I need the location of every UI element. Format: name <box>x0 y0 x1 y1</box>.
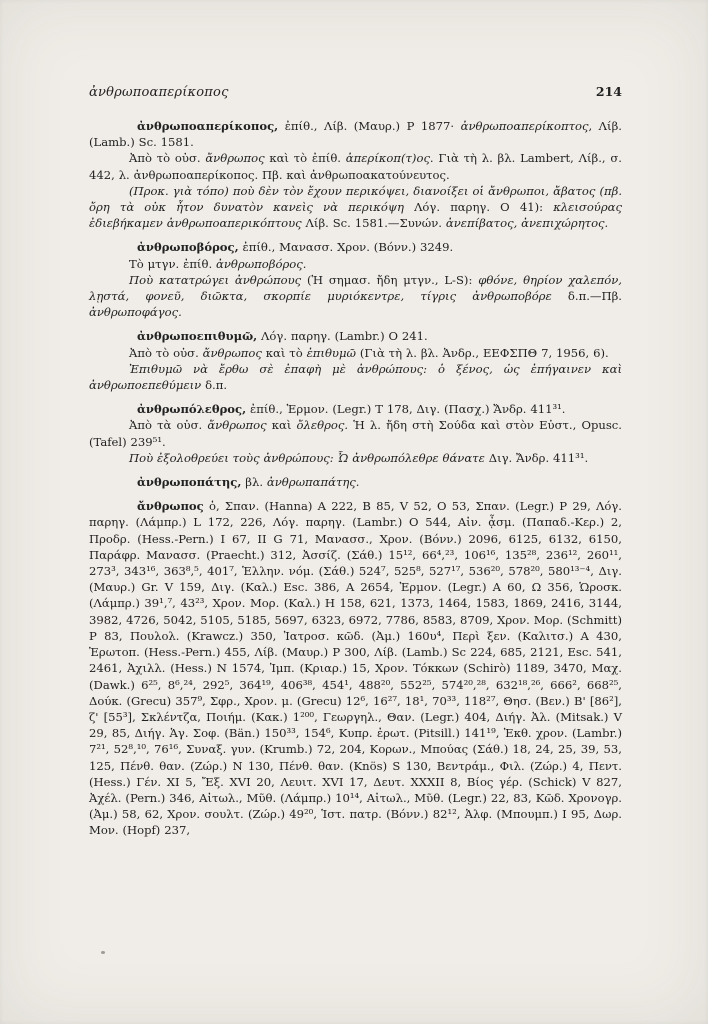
text-segment: ἄνθρωπος <box>205 151 265 166</box>
text-segment: ἄνθρωπος <box>202 345 262 360</box>
text-segment: Ποὺ ἐξολοθρεύει τοὺς ἀνθρώπους: Ὦ ἀνθρωπόλεθρε θάνατε <box>129 450 489 465</box>
text-segment: ἀπερίκοπ(τ)ος. <box>345 151 434 166</box>
text-segment: (Προκ. γιὰ τόπο) ποὺ δὲν τὸν ἔχουν περικόψει, διανοίξει οἱ ἄνθρωποι, ἄβατος (πβ. ὄρη τὰ οὐκ ἦτον δυνατὸν κανεὶς νὰ περικόψη <box>89 183 622 215</box>
text-segment: Ἀπὸ τὸ οὐσ. <box>129 345 203 360</box>
text-segment: δ.π. <box>205 378 228 393</box>
text-segment: ἀνεπίβατος, ἀνεπιχώρητος. <box>445 216 609 231</box>
text-segment: Λίβ. Sc. 1581.—Συνών. <box>305 216 446 231</box>
headword: ἀνθρωποαπερίκοπος, <box>137 119 279 133</box>
text-segment: (Ἡ σημασ. ἤδη μτγν., L-S): <box>306 272 479 287</box>
text-segment: Ποὺ κατατρώγει ἀνθρώπους <box>129 272 307 287</box>
headword: ἀνθρωποβόρος, <box>137 240 239 255</box>
entry-anthropovoros-head <box>89 239 622 255</box>
entry-anthropolethros-head <box>89 401 622 417</box>
entry-anthropoepithymo-definition <box>89 361 622 393</box>
headword: ἀνθρωποεπιθυμῶ, <box>137 329 258 344</box>
text-segment: ἀνθρωπαπάτης. <box>266 475 360 490</box>
headword: ἀνθρωποπάτης, <box>137 475 242 490</box>
text-segment: καὶ <box>266 418 297 433</box>
text-segment: κλεισούρας ἐδιεβήκαμεν ἀνθρωποαπερικόπτους <box>89 200 622 231</box>
text-segment: Λόγ. παρηγ. Ο 41): <box>414 200 554 215</box>
running-head-word: ἀνθρωποαπερίκοπος <box>89 85 229 100</box>
text-segment: καὶ τὸ ἐπίθ. <box>264 151 346 166</box>
text-segment: (Γιὰ τὴ λ. βλ. Ἀνδρ., ΕΕΦΣΠΘ 7, 1956, 6). <box>355 345 609 360</box>
page-number: 214 <box>595 84 622 99</box>
entry-anthropoepithymo-head <box>89 328 622 344</box>
text-segment: Τὸ μτγν. ἐπίθ. <box>129 256 217 271</box>
dictionary-text <box>89 118 622 839</box>
text-segment: Ἡ λ. ἤδη στὴ Σούδα καὶ στὸν Εὐστ., Opusc. (Tafel) 239⁵¹. <box>89 418 622 449</box>
text-segment: ἐπίθ., Λίβ. (Μαυρ.) P 1877· <box>278 119 461 133</box>
entry-anthropos-head <box>89 498 622 838</box>
text-segment: καὶ τὸ <box>261 345 307 360</box>
text-segment: Ἀπὸ τὰ οὐσ. <box>129 418 208 433</box>
text-segment: φθόνε, θηρίον χαλεπόν, λῃστά, φονεῦ, διῶκτα, σκορπίε μυριόκεντρε, τίγρις ἀνθρωποβόρε <box>89 272 622 304</box>
entry-anthropoaperikopos-head <box>89 118 622 150</box>
text-segment: Λόγ. παρηγ. (Lambr.) Ο 241. <box>257 329 428 344</box>
entry-anthropoepithymo-etym <box>89 345 622 361</box>
text-segment: Ἀπὸ τὸ οὐσ. <box>129 151 206 166</box>
entry-anthropovoros-etym <box>89 256 622 272</box>
text-segment: ὄλεθρος. <box>296 418 349 433</box>
text-segment: ἐπίθ., Ἑρμον. (Legr.) T 178, Διγ. (Πασχ.) Ἄνδρ. 411³¹. <box>246 402 566 417</box>
text-segment: , Λίβ. (Lamb.) Sc. 1581. <box>89 119 622 150</box>
entry-anthropolethros-etym <box>89 417 622 449</box>
text-segment: ἀνθρωποφάγος. <box>89 305 182 320</box>
text-segment: ἀνθρωποαπερίκοπτος <box>460 119 589 133</box>
text-segment: ὁ, Σπαν. (Hanna) A 222, B 85, V 52, O 53, Σπαν. (Legr.) P 29, Λόγ. παρηγ. (Λάμπρ.) L 172, 226, Λόγ. παρηγ. (Lambr.) Ο 544, Αἰν. ᾆσμ. (Παπαδ.-Κερ.) 2, Προδρ. (Hess.-Pern.) I 67, II G 71, Μανασσ., Χρον. (Βόνν.) 2096, 6125, 6132, 6150, Παράφρ. Μανασσ. (Praecht.) 312, Ἀσσίζ. (Σάθ.) 15¹², 66⁴,²³, 106¹⁶, 135²⁸, 236¹², 260¹¹, 273³, 343¹⁶, 363⁸,⁵, 401⁷, Ἑλλην. νόμ. (Σάθ.) 524⁷, 525⁸, 527¹⁷, 536²⁰, 578²⁰, 580¹³⁻⁴, Διγ. (Μαυρ.) Gr. V 159, Διγ. (Καλ.) Esc. 386, A 2654, Ἑρμον. (Legr.) A 60, Ω 356, Ὡροσκ. (Λάμπρ.) 39¹,⁷, 43²³, Χρον. Μορ. (Καλ.) H 158, 621, 1373, 1464, 1583, 1869, 2416, 3144, 3982, 4726, 5042, 5105, 5185, 5697, 6323, 6972, 7786, 8583, 8709, Χρον. Μορ. (Schmitt) P 83, Πουλολ. (Krawcz.) 350, Ἰατροσ. κῶδ. (Ἀμ.) 160υ⁴, Περὶ ξεν. (Καλιτσ.) A 430, Ἐρωτοπ. (Hess.-Pern.) 455, Λίβ. (Μαυρ.) P 300, Λίβ. (Lamb.) Sc 224, 685, 2121, Esc. 541, 2461, Ἀχιλλ. (Hess.) N 1574, Ἰμπ. (Κριαρ.) 15, Χρον. Τόκκων (Schirò) 1189, 3470, Μαχ. (Dawk.) 6²⁵, 8⁶,²⁴, 292⁵, 364¹⁹, 406³⁸, 454¹, 488²⁰, 552²⁵, 574²⁰,²⁸, 632¹⁸,²⁶, 666², 668²⁵, Δούκ. (Grecu) 357⁹, Σφρ., Χρον. μ. (Grecu) 12⁶, 16²⁷, 18¹, 70³³, 118²⁷, Θησ. (Βεν.) Β' [86²], ζ' [55³], Σκλέντζα, Ποιήμ. (Κακ.) 1²⁰⁰, Γεωργηλ., Θαν. (Legr.) 404, Διήγ. Ἀλ. (Mitsak.) V 29, 85, Διήγ. Ἁγ. Σοφ. (Bän.) 150³³, 154⁶, Κυπρ. ἐρωτ. (Pitsill.) 141¹⁹, Ἐκθ. χρον. (Lambr.) 7²¹, 52⁸,¹⁰, 76¹⁶, Συναξ. γυν. (Krumb.) 72, 204, Κορων., Μπούας (Σάθ.) 18, 24, 25, 39, 53, 125, Πένθ. θαν. (Ζώρ.) N 130, Πένθ. θαν. (Knös) S 130, Βεντράμ., Φιλ. (Ζώρ.) 4, Πεντ. (Hess.) Γέν. XI 5, Ἔξ. XVI 20, Λευιτ. XVI 17, Δευτ. XXXII 8, Βίος γέρ. (Schick) V 827, Ἀχέλ. (Pern.) 346, Αἰτωλ., Μῦθ. (Λάμπρ.) 10¹⁴, Αἰτωλ., Μῦθ. (Legr.) 22, 83, Κῶδ. Χρονογρ. (Ἀμ.) 58, 62, Χρον. σουλτ. (Ζώρ.) 49²⁰, Ἱστ. πατρ. (Βόνν.) 82¹², Ἀλφ. (Μπουμπ.) I 95, Δωρ. Μον. (Hopf) 237, <box>89 499 622 838</box>
text-segment: ἄνθρωπος <box>207 418 267 433</box>
text-segment: ἐπίθ., Μανασσ. Χρον. (Βόνν.) 3249. <box>238 240 454 255</box>
text-segment: Ἐπιθυμῶ νὰ ἔρθω σὲ ἐπαφὴ μὲ ἀνθρώπους: ὁ ξένος, ὡς ἐπήγαινεν καὶ ἀνθρωποεπεθύμειν <box>89 361 622 393</box>
text-segment: Διγ. Ἄνδρ. 411³¹. <box>488 450 589 465</box>
entry-anthropoaperikopos-etym <box>89 150 622 182</box>
headword: ἀνθρωπόλεθρος, <box>137 402 247 417</box>
text-segment: βλ. <box>241 475 267 490</box>
scan-speck <box>101 951 105 954</box>
text-segment: Γιὰ τὴ λ. βλ. Lambert, Λίβ., σ. 442, λ. ἀνθρωποαπερίκοπος. Πβ. καὶ ἀνθρωποακατούνευτος. <box>89 151 622 182</box>
entry-anthropopatis-head <box>89 474 622 490</box>
headword: ἄνθρωπος <box>137 499 204 514</box>
running-head <box>89 84 622 100</box>
entry-anthropoaperikopos-definition <box>89 183 622 232</box>
text-segment: ἀνθρωποβόρος. <box>216 256 307 271</box>
entry-anthropovoros-definition <box>89 272 622 321</box>
entry-anthropolethros-definition <box>89 450 622 466</box>
text-segment: ἐπιθυμῶ <box>306 345 356 360</box>
text-segment: δ.π.—Πβ. <box>567 289 622 304</box>
